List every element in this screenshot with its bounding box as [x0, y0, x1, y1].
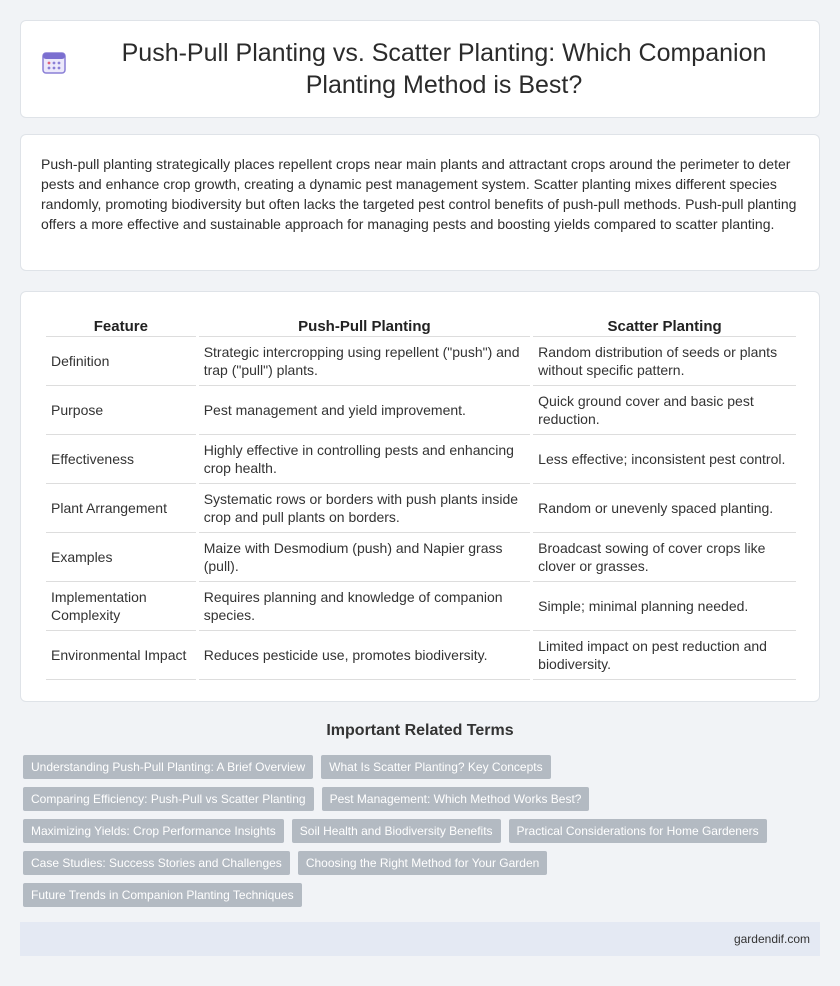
row-feature: Definition [46, 337, 196, 386]
related-term-link[interactable]: Pest Management: Which Method Works Best? [322, 787, 590, 811]
table-header-row [46, 315, 796, 337]
table-row [46, 631, 796, 680]
related-term-link[interactable]: What Is Scatter Planting? Key Concepts [321, 755, 550, 779]
related-terms-list [23, 755, 823, 915]
table-row [46, 386, 796, 435]
related-term-link[interactable]: Choosing the Right Method for Your Garden [298, 851, 547, 875]
footer [20, 922, 820, 956]
row-push-pull: Pest management and yield improvement. [199, 386, 530, 435]
row-push-pull: Maize with Desmodium (push) and Napier grass (pull). [199, 533, 530, 582]
row-scatter: Random or unevenly spaced planting. [533, 484, 796, 533]
table-row [46, 435, 796, 484]
row-scatter: Quick ground cover and basic pest reduction. [533, 386, 796, 435]
related-term-link[interactable]: Maximizing Yields: Crop Performance Insights [23, 819, 284, 843]
header-scatter: Scatter Planting [533, 315, 796, 337]
row-push-pull: Systematic rows or borders with push plants inside crop and pull plants on borders. [199, 484, 530, 533]
row-push-pull: Highly effective in controlling pests and enhancing crop health. [199, 435, 530, 484]
table-row [46, 582, 796, 631]
table-row [46, 533, 796, 582]
row-push-pull: Strategic intercropping using repellent ("push") and trap ("pull") plants. [199, 337, 530, 386]
row-feature: Environmental Impact [46, 631, 196, 680]
page-title: Push-Pull Planting vs. Scatter Planting: Which Companion Planting Method is Best? [121, 39, 767, 99]
related-term-link[interactable]: Understanding Push-Pull Planting: A Brief Overview [23, 755, 313, 779]
row-push-pull: Requires planning and knowledge of companion species. [199, 582, 530, 631]
comparison-table [43, 315, 799, 680]
row-push-pull: Reduces pesticide use, promotes biodiversity. [199, 631, 530, 680]
related-term-link[interactable]: Soil Health and Biodiversity Benefits [292, 819, 501, 843]
row-feature: Implementation Complexity [46, 582, 196, 631]
intro-paragraph: Push-pull planting strategically places repellent crops near main plants and attractant crops around the perimeter to deter pests and enhance crop growth, creating a dynamic pest management system. Scatter planting mixes different species randomly, promoting biodiversity but often lacks the targeted pest control benefits of push-pull methods. Push-pull planting offers a more effective and sustainable approach for managing pests and boosting yields compared to scatter planting. [41, 156, 797, 232]
calendar-icon [41, 49, 67, 75]
related-terms-title: Important Related Terms [326, 722, 514, 739]
row-feature: Plant Arrangement [46, 484, 196, 533]
row-scatter: Random distribution of seeds or plants without specific pattern. [533, 337, 796, 386]
row-feature: Purpose [46, 386, 196, 435]
row-scatter: Broadcast sowing of cover crops like clover or grasses. [533, 533, 796, 582]
related-term-link[interactable]: Future Trends in Companion Planting Techniques [23, 883, 302, 907]
comparison-table-card [20, 291, 820, 702]
row-feature: Effectiveness [46, 435, 196, 484]
related-term-link[interactable]: Practical Considerations for Home Gardeners [509, 819, 767, 843]
footer-site-link[interactable]: gardendif.com [733, 932, 810, 946]
header-card [20, 20, 820, 118]
row-scatter: Simple; minimal planning needed. [533, 582, 796, 631]
table-row [46, 484, 796, 533]
related-term-link[interactable]: Comparing Efficiency: Push-Pull vs Scatter Planting [23, 787, 314, 811]
row-feature: Examples [46, 533, 196, 582]
intro-card [20, 134, 820, 271]
header-push-pull: Push-Pull Planting [199, 315, 530, 337]
header-feature: Feature [46, 315, 196, 337]
related-term-link[interactable]: Case Studies: Success Stories and Challenges [23, 851, 290, 875]
row-scatter: Limited impact on pest reduction and biodiversity. [533, 631, 796, 680]
table-row [46, 337, 796, 386]
row-scatter: Less effective; inconsistent pest control. [533, 435, 796, 484]
